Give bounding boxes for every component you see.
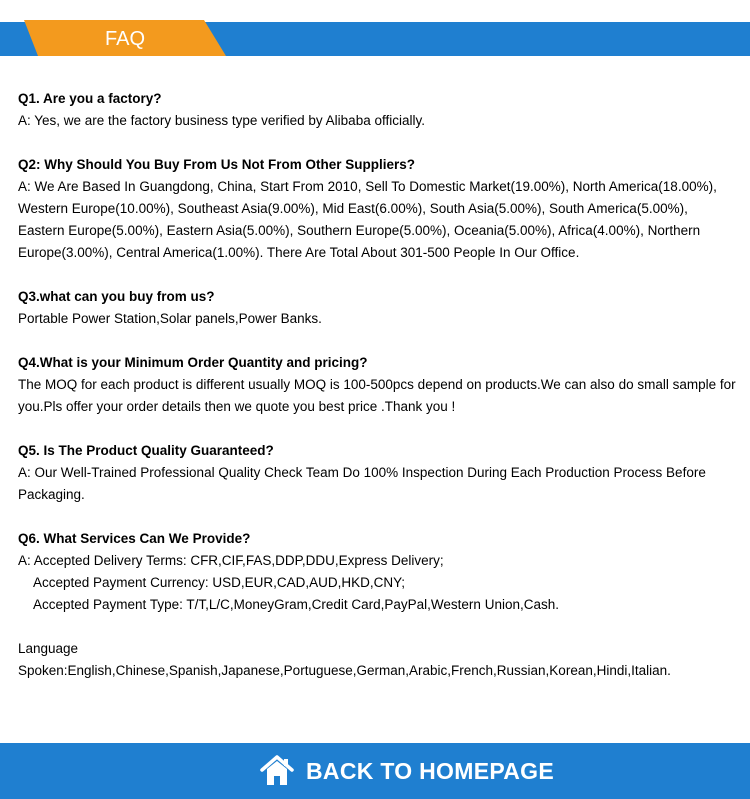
faq-question: Q2: Why Should You Buy From Us Not From Other Suppliers? <box>18 157 416 172</box>
language-section <box>18 638 738 682</box>
faq-title: FAQ <box>104 28 145 50</box>
language-heading: Language <box>18 641 79 656</box>
faq-content <box>18 88 738 682</box>
faq-item-1 <box>18 88 738 132</box>
language-list: Spoken:English,Chinese,Spanish,Japanese,Portuguese,German,Arabic,French,Russian,Korean,Hindi,Italian. <box>18 663 671 678</box>
faq-item-6 <box>18 528 738 616</box>
faq-answer: Accepted Payment Currency: USD,EUR,CAD,AUD,HKD,CNY; <box>33 575 405 590</box>
faq-answer: A: Our Well-Trained Professional Quality Check Team Do 100% Inspection During Each Production Process Before Packaging. <box>18 465 706 502</box>
home-icon <box>260 755 294 787</box>
faq-item-2 <box>18 154 738 264</box>
faq-question: Q4.What is your Minimum Order Quantity and pricing? <box>18 355 368 370</box>
back-to-homepage-button[interactable] <box>260 755 554 787</box>
faq-answer: Accepted Payment Type: T/T,L/C,MoneyGram,Credit Card,PayPal,Western Union,Cash. <box>33 597 559 612</box>
faq-answer: A: Yes, we are the factory business type verified by Alibaba officially. <box>18 113 425 128</box>
footer-bar <box>0 743 750 799</box>
faq-answer: A: We Are Based In Guangdong, China, Start From 2010, Sell To Domestic Market(19.00%), North America(18.00%), Western Europe(10.00%), Southeast Asia(9.00%), Mid East(6.00%), South Asia(5.00%), South America(5.00%), Eastern Europe(5.00%), Eastern Asia(5.00%), Southern Europe(5.00%), Oceania(5.00%), Africa(4.00%), Northern Europe(3.00%), Central America(1.00%). There Are Total About 301-500 People In Our Office. <box>18 179 717 260</box>
faq-item-5 <box>18 440 738 506</box>
faq-question: Q5. Is The Product Quality Guaranteed? <box>18 443 274 458</box>
faq-answer: A: Accepted Delivery Terms: CFR,CIF,FAS,DDP,DDU,Express Delivery; <box>18 553 444 568</box>
faq-answer: Portable Power Station,Solar panels,Power Banks. <box>18 311 322 326</box>
faq-question: Q3.what can you buy from us? <box>18 289 215 304</box>
faq-item-3 <box>18 286 738 330</box>
faq-item-4 <box>18 352 738 418</box>
faq-question: Q6. What Services Can We Provide? <box>18 531 251 546</box>
faq-question: Q1. Are you a factory? <box>18 91 162 106</box>
faq-answer: The MOQ for each product is different usually MOQ is 100-500pcs depend on products.We can also do small sample for you.Pls offer your order details then we quote you best price .Thank you ! <box>18 377 736 414</box>
back-to-homepage-label: BACK TO HOMEPAGE <box>306 757 555 784</box>
